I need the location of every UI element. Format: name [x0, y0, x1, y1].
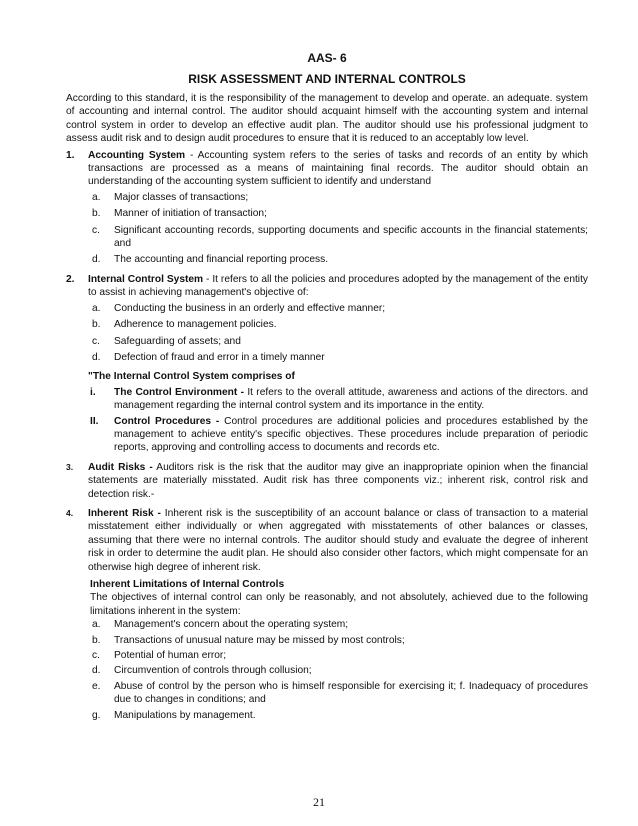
section-paragraph — [88, 461, 588, 501]
list-text: Potential of human error; — [114, 650, 227, 662]
section-paragraph — [88, 507, 588, 574]
list-marker: b. — [92, 319, 101, 331]
section-paragraph — [88, 149, 588, 189]
section-text: Inherent risk is the susceptibility of an account balance or class of transaction to a material misstatement either individually or when aggregated with misstatements of other balances or classes, assuming that there were no internal controls. The auditor should study and evaluate the degree of inherent risk in order to determine the audit plan. He should also consider other factors, which might compensate for an otherwise high degree of inherent risk. — [88, 507, 588, 573]
intro-paragraph: According to this standard, it is the responsibility of the management to develop and operate. an adequate. system of accounting and internal control. The auditor should acquaint himself with the accounting system and internal control system in order to develop an effective audit plan. The auditor should use his professional judgment to assess audit risk and to design audit procedures to ensure that it is reduced to an acceptably low level. — [66, 93, 588, 145]
section-text: - It refers to all the policies and procedures adopted by the management of the entity to assist in achieving management's objective of: — [88, 273, 588, 299]
list-text: Defection of fraud and error in a timely manner — [114, 351, 325, 363]
list-text: Management's concern about the operating system; — [114, 619, 349, 631]
section-heading: Accounting System — [88, 149, 186, 161]
list-text: Manner of initiation of transaction; — [114, 208, 267, 220]
list-text: Conducting the business in an orderly and effective manner; — [114, 302, 386, 314]
limitations-paragraph: The objectives of internal control can only be reasonably, and not absolutely, achieved due to the following limitations inherent in the system: — [90, 592, 588, 617]
section-number: 2. — [66, 273, 75, 285]
page-number: 21 — [313, 795, 325, 809]
list-item — [88, 302, 588, 315]
list-marker: d. — [92, 665, 101, 677]
limitations-list — [88, 618, 588, 722]
list-item — [88, 649, 588, 662]
section-internal-control-system — [66, 273, 588, 367]
roman-item-control-environment — [88, 386, 588, 413]
list-marker: e. — [92, 680, 101, 692]
list-marker: d. — [92, 351, 101, 363]
list-text: Safeguarding of assets; and — [114, 335, 241, 347]
list-item — [88, 351, 588, 364]
document-page — [66, 50, 588, 724]
list-marker: a. — [92, 619, 101, 631]
comprises-heading: "The Internal Control System comprises of — [88, 371, 295, 383]
list-item — [88, 680, 588, 707]
roman-text: It refers to the overall attitude, awareness and actions of the directors. and management regarding the internal control system and its importance in the entity. — [114, 386, 588, 412]
list-marker: g. — [92, 709, 101, 721]
section-accounting-system — [66, 149, 588, 270]
roman-marker: II. — [90, 415, 99, 427]
list-marker: c. — [92, 650, 100, 662]
roman-marker: i. — [90, 386, 96, 398]
section-paragraph — [88, 273, 588, 300]
list-text: Major classes of transactions; — [114, 191, 249, 203]
list-item — [88, 335, 588, 348]
list-text: The accounting and financial reporting process. — [114, 254, 329, 266]
list-item — [88, 634, 588, 647]
list-item — [88, 253, 588, 266]
list-marker: b. — [92, 634, 101, 646]
list-text: Adherence to management policies. — [114, 319, 277, 331]
section-heading: Inherent Risk - — [88, 507, 161, 519]
list-marker: c. — [92, 224, 100, 236]
list-text: Significant accounting records, supporting documents and specific accounts in the financial statements; and — [114, 224, 588, 250]
list-marker: d. — [92, 254, 101, 266]
internal-control-objectives-list — [88, 302, 588, 365]
list-item — [88, 618, 588, 631]
list-item — [88, 709, 588, 722]
list-marker: a. — [92, 191, 101, 203]
document-code: AAS- 6 — [307, 51, 347, 65]
section-text: - Accounting system refers to the series of tasks and records of an entity by which transactions are processed as a means of maintaining final records. The auditor should obtain an understanding of the accounting system sufficient to identify and understand — [88, 149, 588, 188]
list-item — [88, 224, 588, 251]
roman-heading: Control Procedures - — [114, 415, 220, 427]
roman-heading: The Control Environment - — [114, 386, 244, 398]
roman-text: Control procedures are additional policies and procedures established by the management to achieve entity's specific objectives. These procedures include preparation of periodic reports, approving and controlling access to documents and records etc. — [114, 415, 588, 454]
section-text: Auditors risk is the risk that the auditor may give an inappropriate opinion when the financial statements are materially misstated. Audit risk has three components viz.; inherent risk, control risk and detection risk.- — [88, 461, 588, 500]
list-marker: b. — [92, 208, 101, 220]
list-marker: c. — [92, 335, 100, 347]
roman-item-control-procedures — [88, 415, 588, 455]
section-audit-risks — [66, 461, 588, 501]
list-item — [88, 191, 588, 204]
document-title: RISK ASSESSMENT AND INTERNAL CONTROLS — [188, 72, 466, 86]
accounting-system-list — [88, 191, 588, 267]
list-text: Abuse of control by the person who is himself responsible for exercising it; f. Inadequacy of procedures due to changes in conditions; and — [114, 680, 588, 706]
limitations-heading: Inherent Limitations of Internal Controls — [90, 579, 285, 590]
section-number: 4. — [66, 507, 74, 518]
section-number: 3. — [66, 461, 74, 472]
section-heading: Audit Risks - — [88, 461, 153, 473]
list-item — [88, 318, 588, 331]
list-text: Transactions of unusual nature may be missed by most controls; — [114, 634, 405, 646]
list-item — [88, 207, 588, 220]
section-heading: Internal Control System — [88, 273, 204, 285]
list-text: Circumvention of controls through collusion; — [114, 665, 312, 677]
section-inherent-risk — [66, 507, 588, 724]
list-marker: a. — [92, 302, 101, 314]
list-item — [88, 664, 588, 677]
list-text: Manipulations by management. — [114, 709, 256, 721]
section-number: 1. — [66, 149, 75, 161]
